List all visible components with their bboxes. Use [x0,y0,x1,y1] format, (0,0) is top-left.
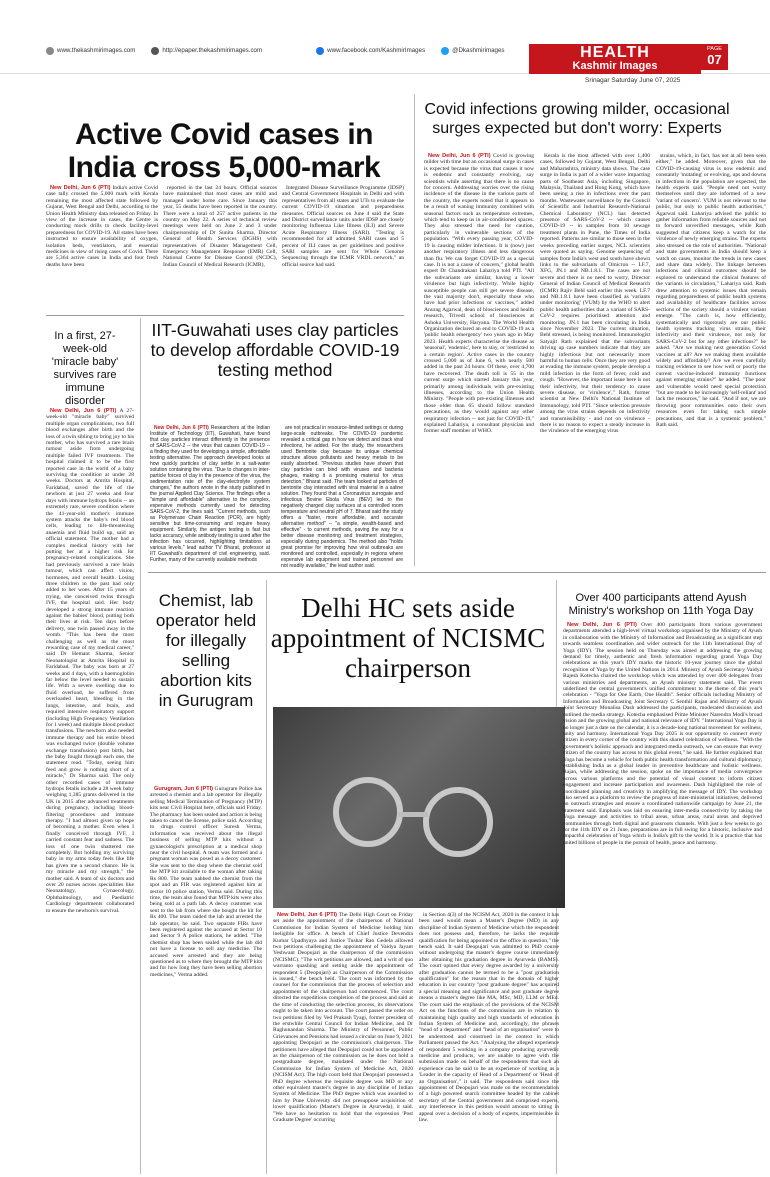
page-header [0,0,770,74]
byline: Gurugram, Jun 6 (PTI) [154,786,214,792]
article-covid-cases-col2: reported in the last 24 hours. Official sources have maintained that most cases are mild and managed under home care. Since January this year, 55 deaths have been reported in the country. There were a total of 257 active patients in the country on May 22. A series of technical review meetings were held on June 2 and 3 under chairpersonship of Dr Sunita Sharma, Director General of Health Services (DGHS) with representatives of Disaster Management Cell, Emergency Management Response (EMR) Cell, National Centre for Disease Control (NCDC), Indian Council of Medical Research (ICMR), [163,185,277,268]
handcuff-chain [398,812,428,817]
website-link[interactable]: www.thekashmirimages.com [46,47,135,55]
article-covid-infections-col3: strains, which, in fact, has not at all been seen either," he added. Moreover, given that the COVID-19-causing virus is now endemic and constantly 'mutating' or evolving, ups and downs in infections in the population are expected, the health experts said. "People need not worry themselves until they are informed of a new 'variant of concern'. VUM is not relevant to the public, but only to public health authorities," Agarwal said. Lahariya advised the public to gather information from reliable sources and not to forward unverified messages, while Rath suggested that citizens keep a watch for the virulence of newly emerging strains. The experts also stressed on the role of authorities. "National and state governments in India should keep a watch on cases, monitor the trends in new cases and share data widely. The linkage between infections and clinical outcomes should be explored to understand the clinical features of the variants in circulation," Lahariya said. Rath drew attention to systemic issues that remain regarding preparedness of public health systems and availability of healthcare facilities across sections of the society should a virulent variant emerge. "The catch is, how efficiently, systematically and rigorously are our public health systems tracking virus strains, their infectivity and their virulence, not only for SARS-CoV-2 but for any other infections?" he asked. "Are we making next generation Covid vaccines at all? Are we making them available widely and affordably? Are we even carefully tracking evidence to see how well or poorly the current vaccine-induced immunity functions against emerging strains?" he added. "The poor and vulnerable would need special protection "but are made to be increasingly 'self-reliant' and lack the resources," he said. "And if not, we are throwing poor communities onto their own resources even for taking such simple precautions, and that is a systemic problem," Rath said. [656,153,766,429]
article-covid-cases-col1: New Delhi, Jun 6 (PTI) India's active Covid case tally crossed the 5,000 mark with Kerala remaining the most affected state followed by Gujarat, West Bengal and Delhi, according to the Union Health Ministry data released on Friday. In view of the increase in cases, the Centre is conducting mock drills to check facility-level preparedness for COVID-19. All states have been instructed to ensure availability of oxygen, isolation beds, ventilators, and essential medicines in view of rising cases of Covid. There are 5,364 active cases in India and four fresh deaths have been [46,185,158,268]
article-covid-infections-col1: New Delhi, Jun 6 (PTI) Covid is growing milder with time but an occasional surge in cases is expected because the virus that causes it now is endemic and constantly evolving, say scientists while asserting that there is no cause for concern. Addressing worries over the rising incidence of the disease in the various parts of the country, the experts noted that it appears to be a result of waning immunity combined with seasonal factors such as temperature extremes, which tend to keep us in air-conditioned spaces. They also stressed the need for caution, particularly in vulnerable sections of the population. "With every passing year, COVID-19 is causing milder infections. It is (now) just another respiratory illness and less dangerous than flu. We can forget COVID-19 as a special case. It is not a cause of concern," global health expert Dr Chandrakant Lahariya told PTI. "All the subvariants are similar, having a lower virulence but high infectivity. While highly susceptible people can still get severe disease, the vast majority don't, especially those who have had prior infections or vaccines," added Anurag Agarwal, dean of biosciences and health research, Trivedi school of biosciences at Ashoka University, Haryana. The World Health Organization declared an end to COVID-19 as a 'public health emergency' two years ago in May 2023. Health experts characterise the disease as 'seasonal', 'endemic', here to stay, or 'restricted to a certain region'. Active cases in the country crossed 5,000 as of June 6, with nearly 500 added in the past 24 hours. Of these, over 4,700 have recovered. The death toll is 55 in the current surge which started January this year, primarily among individuals with pre-existing illnesses, according to the Union Health Ministry. "People with pre-existing illnesses and those older than 65 should follow standard precautions, as they would against any other respiratory infection -- not just for COVID-19," explained Lahariya, a consultant physician and former staff member of WHO. [424,153,534,435]
section-divider [46,315,404,316]
article-iit-col1: New Delhi, Jun 6 (PTI) Researchers at the Indian Institute of Technology (IIT), Guwahati, have found that clay particles interact differently in the presence of SARS-CoV-2 -- the virus that causes COVID-19 -- a finding they used for developing a simple, affordable testing alternative. The approach developed looks at how quickly particles of clay settle in a salt-water solution containing the virus. "Due to changes in inter-particle forces of clay in the presence of the virus, the sedimentation rate of the clay-electrolyte system changes," the authors wrote in the study published in the journal Applied Clay Science. The findings offer a "simple and affordable" alternative to the complex, expensive methods currently used for detecting SARS-CoV-2, the lines said. "Current methods, such as Polymerase Chain Reaction (PCR), are highly sensitive but time-consuming and require heavy equipment. Similarly, the antigen testing is fast but lacks accuracy, while antibody testing is used after the infection has occurred, highlighting limitations at various levels," lead author TV Bharat, professor at IIT Guwahati's department of civil engineering, said. Further, many of the currently available methods [150,425,270,563]
section-divider [148,572,766,573]
article-delhi-hc-col2: in Section 4(3) of the NCISM Act, 2020 in the context it has been used would mean a Master's Degree (MD) in any discipline of Indian System of Medicine which the respondent does not possess and, therefore, he lacks the requisite qualification for being appointed to the office in question," the bench said. It said Deopujari was admitted to PhD course without undergoing the master's degree course immediately after obtaining his graduation degree in Ayurveda (BAMS). The court opined that every degree awarded by a university after graduation cannot be termed to be a "post graduation qualification" for the reason that in the domain of higher education in our country "post graduate degree" has acquired a special meaning and significance and post graduate degree means a master's degree like MA, MSc, MD, LLM or MEd. The court said the emphasis of the provisions of the NCISM Act on the functions of the commission are in relation to maintaining high quality and high standards of education in Indian System of Medicine and, accordingly, the phrases "head of a department" and "head of an organisation" were to be understood and construed in the context in which Parliament passed the Act. "Analysing the alleged experience of respondent 5 working in a company producing ayurvedic medicine and products, we are unable to agree with the submission made on behalf of the respondents that such an experience can be said to be an experience of working as a 'Leader in the capacity of Head of a Department' or 'Head of an Organisation'," it said. The respondents said since the appointment of Deopujari was made on the recommendation of a high powered search committee headed by the cabinet secretary of the Central government and comprised experts, any interference in this petition would amount to sitting in appeal over a decision of a body of experts, impermissible in law. [419,912,559,1123]
section-masthead [529,44,701,74]
byline: New Delhi, Jun 6 (PTI) [50,408,117,414]
page-number: 07 [707,52,722,67]
handcuff-ring [333,777,403,847]
article-covid-infections-col2: Kerala is the most affected with over 1,400 cases, followed by Gujarat, West Bengal, Delhi and Maharashtra, ministry data shows. The case surge in India is part of a wider wave impacting parts of Southeast Asia, including Singapore, Malaysia, Thailand and Hong Kong, which have been seeing a rise in infections over the past months. Wastewater surveillance by the Council of Scientific and Industrial Research-National Chemical Laboratory (NCL) has detected presence of SARS-CoV-2 -- which causes COVID-19 -- in samples from 10 sewage treatment plants in Pune, the Times of India reported. Patterns are similar to those seen in the weeks preceding earlier surges, NCL scientists were quoted as saying. Genome sequencing of samples from India's west and south have shown links to the subvariants of Omicron -- LF.7, XFG, JN.1 and NB.1.8.1. The cases are not severe and there is no need to worry, Director General of Indian Council of Medical Research (ICMR) Rajiv Behl said earlier this week. LF.7 and NB.1.8.1 have been classified as 'variants under monitoring' (VUM) by the WHO to alert public health authorities that a variant of SARS-CoV-2 requires prioritised attention and monitoring. JN.1 has been circulating in India since November 2023. The current situation, Behl stressed, is being monitored. Immunologist Satyajit Rath explained that the subvariants driving up case numbers indicate that they are highly infectious but not necessarily more harmful to human cells. Once they are very good at evading the immune system, people develop a mild infection in the form of fever, cold and cough. "However, the important issue here is not their infectivity, but their tendency to cause severe disease, or 'virulence'," Rath, former scientist at New Delhi's National Institute of Immunology, told PTI. "Since selection pressure among the virus strains depends on infectivity and transmissibility - and not on virulence - there is no reason to expect a steady increase in the virulence of the emerging virus [540,153,650,435]
article-delhi-hc-col1: New Delhi, Jun 6 (PTI) The Delhi High Court on Friday set aside the appointment of the chairperson of National Commission for Indian System of Medicine holding him ineligible for office. A bench of Chief Justice Devendra Kumar Upadhyaya and Justice Tushar Rao Gedela allowed two petitions challenging the appointment of Vaidya Jayant Yeshwant Deopujari as the chairperson of the commission (NCISMC). "The writ petitions are allowed, and a writ of quo warranto quashing and setting aside the appointment of respondent 5 (Deopujari) as Chairperson of the Commission is issued," the bench held. The court was informed by the counsel for the commission that the process of selection and appointment of the chairperson had commenced. The court directed the expeditious completion of the process and said at the time of conducting the selection process, its observations ought to be taken into account. The court passed the order on two petitions filed by Ved Prakash Tyagi, former president of the erstwhile Central Council for Indian Medicine, and Dr Raghunandan Sharma. The Ministry of Personnel, Public Grievances and Pensions had issued a circular on June 9, 2021 appointing Deopujari as the commission's chairperson. The petitioners have alleged that Deopujari could not be appointed as the chairperson of the commission as he does not hold a postgraduate degree, mandated under the National Commission for Indian System of Medicine Act, 2020 (NCISM Act). The high court held that Deopujari possessed a PhD degree whereas the requisite degree was MD or any other equivalent master's degree in any discipline of Indian System of Medicine. The PhD degree which was awarded to him by Pune University did not presuppose acquisition of lower qualification (Master's Degree in Ayurveda), it said. "We have no hesitation to hold that the expression 'Post Graduate Degree' occurring [273,912,413,1123]
twitter-link[interactable]: @Dkashmirimages [441,47,504,55]
article-miracle-baby: New Delhi, Jun 6 (PTI) A 27-week-old "miracle baby" survived multiple organ complications, two full blood exchanges after birth and the loss of a twin sibling to bring joy to his mother, who has survived a rare brain tumour aside from undergoing multiple failed IVF treatments. The hospital claimed it to be the first reported case in the world of a baby surviving the condition at under 28 weeks. Doctors at Amrita Hospital, Faridabad, saved the life of the newborn at just 27 weeks and four days with immune hydrops fetalis -- an extremely rare, severe condition where the 41-year-old mother's immune system attacks the baby's red blood cells, leading to life-threatening anaemia and fluid build up, said an official statement. The mother had a complex medical history with her putting her at a higher risk for pregnancy-related complications. She had previously survived a rare brain tumour, which can affect vision, hormones, and overall health. Losing three children in the past had only added to her woes. After 15 years of trying, she conceived twins through IVF, the hospital said. Her body developed a strong immune reaction against the babies' blood, putting both their lives at risk. Ten days before delivery, one twin passed away in the womb. "This has been the most challenging as well as the most rewarding case of my medical career," said Dr Hemant Sharma, Senior Neonatologist at Amrita Hospital in Faridabad. The baby was born at 27 weeks and 4 days, with a haemoglobin far below the level needed to sustain life. With a severe swelling due to fluid overload, he suffered from overloaded heart, bleeding in the lungs, intestine, and brain, and required intensive respiratory support (including High Frequency Ventilation for 1 week) and multiple blood product transfusions. The newborn also needed immune therapy and his entire blood was exchanged twice (double volume exchange transfusion) post birth, but the baby fought through each one, the statement read. "Today, seeing him feed and grow is nothing short of a miracle," Dr Sharma said. The only other recorded cases of immune hydrops fetalis include a 28 week baby weighing 1,385 grams delivered in the UK in 2015 after advanced treatments during pregnancy, including blood-filtering procedures and immune therapy. "I had almost given up hope of becoming a mother. Even when I finally conceived through IVF, I carried constant fear and sadness. The loss of one twin shattered me completely. But holding my surviving baby in my arms today feels like life has given me a second chance. He is my miracle and my strength," the mother said. A team of six doctors and over 20 nurses across specialities like Neonatology, Gynaecology, Ophthalmology, and Paediatric Cardiology departments collaborated to ensure the newborn's survival. [46,408,135,914]
headline-chemist: Chemist, lab operator held for illegally selling abortion kits in Gurugram [155,591,257,710]
facebook-icon [316,47,324,55]
article-iit-col2: are not practical in resource-limited settings or during large-scale outbreaks. The COVID-19 pandemic revealed a critical gap in how we detect and track viral infections, he added. For the study, the researchers used Bentonite clay because its unique chemical structure allows pollutants and heavy metals to be easily absorbed. "Previous studies have shown that clay particles can bind with viruses and bacteria phages, making it a promising material for virus detection," Bharat said. The team looked at particles of bentonite clay interacted with viral material in a saline solution. They found that a Coronavirus surrogate and infectious Bovine Ebola Virus (BEV) led to the negatively charged clay surfaces at a controlled room temperature and neutral pH of 7. Bharat said the study offers a "faster, more affordable, and accurate alternative method" -- "a simple, wealth-based and effective" - to current methods, paving the way for a better disease monitoring and treatment strategies, especially during pandemics. The method also "holds great promise for improving how viral outbreaks are monitored and controlled, especially in regions where expensive lab equipment and trained personnel are not readily available," the lead author said. [281,425,403,569]
article-covid-cases-col3: Integrated Disease Surveillance Programme (IDSP) and Central Government Hospitals in Delhi and with representatives from all states and UTs to evaluate the current COVID-19 situation and preparedness measures. Official sources on June 4 said the State and District surveillance units under IDSP are closely monitoring Influenza Like Illness (ILI) and Severe Acute Respiratory Illness (SARI). "Testing is recommended for all admitted SARI cases and 5 percent of ILI cases as per guidelines and positive SARI samples are sent for Whole Genome Sequencing through the ICMR VRDL network," an official source had said. [282,185,404,268]
epaper-link[interactable]: http://epaper.thekashmirimages.com [151,47,262,55]
handcuffs-photo [273,707,565,908]
handcuff-ring [423,787,493,857]
facebook-link[interactable]: www.facebook.com/KashmirImages [316,47,425,55]
headline-covid-cases: Active Covid cases in India cross 5,000-mark [67,118,381,184]
byline: New Delhi, Jun 6 (PTI) [428,153,491,159]
article-ayush: New Delhi, Jun 6 (PTI) Over 400 participants from various government departments attended a high-level virtual workshop organised by the Ministry of Ayush in collaboration with the Ministry of Information and Broadcasting as a significant step towards seamless coordination and wider outreach for the 11th International Day of Yoga (IDY). The session held on Thursday was aimed at addressing the growing demand for timely, authentic and fresh information regarding grand Yoga Day celebrations as this year's IDY marks the historic 10-year journey since the global recognition of Yoga by the United Nations in 2014. Ministry of Ayush Secretary Vaidya Rajesh Kotecha chaired the workshop which was attended by over 400 delegates from various ministries and departments, an Ayush ministry statement said. The event underlined the central government's unified commitment to the theme of this year's celebration - "Yoga for One Earth, One Health". Senior officials including Ministry of Information and Broadcasting Joint Secretary C Senthil Rajan and Ministry of Ayush Joint Secretary Monalisa Dash addressed the participants, moderated discussions and outlined the media strategy. Kotecha emphasised Prime Minister Narendra Modi's broad vision and the growing global and national relevance of IDY. "International Yoga Day is no longer just a date on the calendar, it is a decade-long national movement for wellness, unity and harmony. International Yoga Day 2025 is our opportunity to connect every citizen in every corner of the country with this shared celebration of wellness. "With the government's holistic approach and integrated media outreach, we can ensure that every citizen of the country has access to this global event," he said. He further explained that Yoga has become a vehicle for both public health transformation and cultural diplomacy, establishing India as a global leader in preventive healthcare and holistic wellness. Rajan, while addressing the session, spoke on the importance of media convergence across various platforms and the potential of visual content to inform citizen engagement and increase participation and awareness. Dash highlighted the role of coordinated planning and creativity in amplifying the message of IDY. The workshop also served as a platform to review the progress of inter-ministerial initiatives, delivered on outreach strategies and ensure a coordinated nationwide campaign by June 21, the statement said. Emphasis was laid on ensuring inter-media connectivity by taking the Yoga message and activities to tribal areas, urban areas, rural areas and deprived communities through both digital and grassroots channels. With just a few weeks to go for the 11th IDY on 21 June, preparations are in full swing for a historic, inclusive and impactful celebration of Yoga which is India's gift to the world. It is a practice that has united billions of people in the pursuit of health, peace and harmony. [563,622,762,846]
column-divider [414,94,415,566]
byline: New Delhi, Jun 6 (PTI) [277,912,338,918]
byline: New Delhi, Jun 6 (PTI) [567,622,637,628]
section-title: HEALTH [580,44,650,61]
headline-delhi-hc: Delhi HC sets aside appointment of NCISMC chairperson [270,593,546,683]
byline: New Delhi, Jun 6 (PTI) [154,425,209,431]
globe-icon [46,47,54,55]
headline-ayush: Over 400 participants attend Ayush Ministry's workshop on 11th Yoga Day [568,592,754,617]
byline: New Delhi, Jun 6 (PTI) [50,185,111,191]
newspaper-icon [151,47,159,55]
column-divider [266,580,267,1174]
article-chemist: Gurugram, Jun 6 (PTI) Gurugram Police has arrested a chemist and a lab operator for illegally selling Medical Termination of Pregnancy (MTP) kits near Civil Hospital here, officials said Friday. The pharmacy has been sealed and action is being taken to cancel the license, police said. According to drugs control officer Suresh Verma, information was received about the illegal business of selling MTP kits without a gynaecologist's prescription at a medical shop near the civil hospital. A team was formed and a pregnant woman was posed as a decoy customer. She was sent to the shop where the chemist sold the MTP kit available to the woman after taking Rs 800. The team nabbed the chemist from the spot and an FIR was registered against him at sector 10 police station, Verma said. During this time, the team also found that MTP kits were also being sold at a path lab. A decoy customer was sent to the lab from where she bought the kit for Rs 400. The team raided the lab and arrested the lab operator, he said. Two separate FIRs have been registered against the accused at Sector 10 and Sector 9 A police stations, he added. "The chemist shop has been sealed while the lab did not have a license to sell any medicine. The accused were arrested and they are being questioned as to where they brought the MTP kits and for how long they have been selling abortion medicines," Verma added. [150,786,262,978]
dateline: Srinagar Saturday June 07, 2025 [585,77,681,84]
twitter-icon [441,47,449,55]
headline-iit-guwahati: IIT-Guwahati uses clay particles to develop affordable COVID-19 testing method [150,320,400,380]
page-number-box [701,44,728,70]
page-label: PAGE [707,46,722,52]
headline-miracle-baby: In a first, 27-week-old 'miracle baby' survives rare immune disorder [51,330,119,407]
column-divider [140,318,141,1174]
headline-covid-infections: Covid infections growing milder, occasional surges expected but don't worry: Experts [424,101,730,137]
paper-name: Kashmir Images [572,60,658,72]
